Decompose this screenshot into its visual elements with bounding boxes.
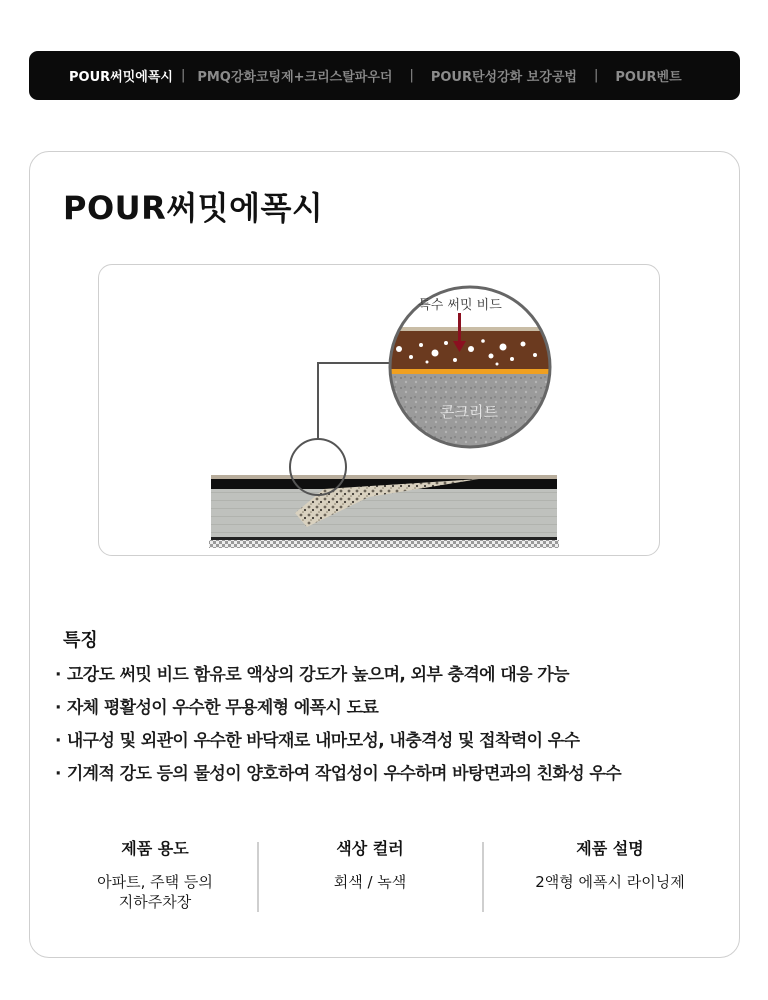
color-value: 회색 / 녹색 [333,873,407,891]
features-list [55,664,621,796]
info-color [270,838,470,892]
concrete-label: 콘크리트 [440,403,498,421]
info-description [510,838,710,892]
product-nav-bar [29,51,740,100]
info-divider [257,842,259,912]
usage-label: 제품 용도 [121,839,189,858]
cross-section-diagram [99,265,660,556]
description-value: 2액형 에폭시 라이닝제 [535,873,685,891]
feature-item: · 고강도 써밋 비드 함유로 액상의 강도가 높으며, 외부 충격에 대응 가능 [55,665,569,685]
nav-item-pour-elastic-reinforcement[interactable]: POUR탄성강화 보강공법 [430,70,577,85]
nav-item-pour-summit-epoxy[interactable]: POUR써밋에폭시 [69,70,173,85]
color-label: 색상 컬러 [336,839,404,858]
feature-item: · 내구성 및 외관이 우수한 바닥재로 내마모성, 내충격성 및 접착력이 우수 [55,731,580,751]
nav-separator: | [593,68,599,83]
usage-value-line2: 지하주차장 [118,893,192,911]
info-divider [482,842,484,912]
features-heading: 특징 [63,630,98,651]
bead-label: 특수 써밋 비드 [418,298,502,313]
cross-section-figure [98,264,660,556]
floor-slab-section [209,475,559,548]
nav-separator: | [409,68,414,83]
nav-item-pour-vent[interactable]: POUR벤트 [615,70,682,85]
product-info-table [55,838,715,918]
callout-line [318,363,389,439]
feature-item: · 기계적 강도 등의 물성이 양호하여 작업성이 우수하며 바탕면과의 친화성 우수 [55,764,622,784]
info-usage [55,838,255,912]
product-title: POUR써밋에폭시 [63,189,324,227]
usage-value-line1: 아파트, 주택 등의 [97,873,213,891]
nav-item-pmq-coating[interactable]: PMQ강화코팅제+크리스탈파우더 [197,70,393,85]
description-label: 제품 설명 [576,839,644,858]
feature-item: · 자체 평활성이 우수한 무용제형 에폭시 도료 [55,698,379,718]
nav-separator: | [180,68,186,83]
